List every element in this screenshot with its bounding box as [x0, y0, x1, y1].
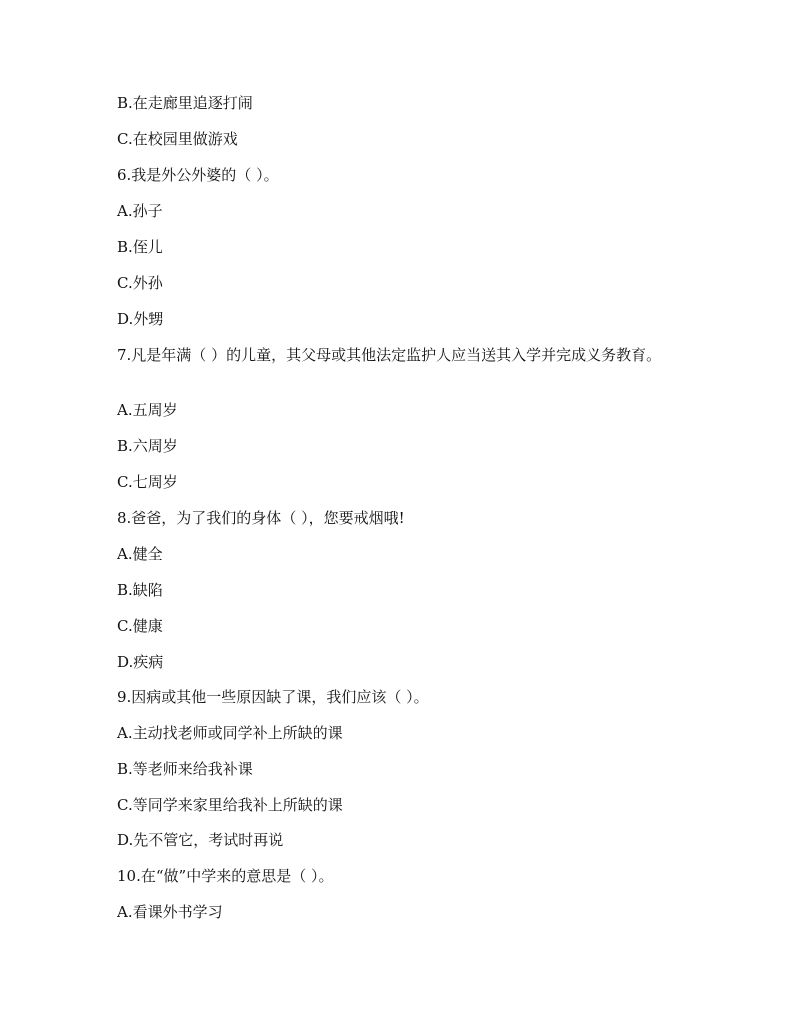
option-7c: C.七周岁 [117, 473, 178, 491]
option-8c: C.健康 [117, 617, 163, 635]
option-6b: B.侄儿 [117, 238, 163, 256]
option-6c: C.外孙 [117, 274, 163, 292]
option-10a: A.看课外书学习 [117, 903, 223, 921]
option-6d: D.外甥 [117, 310, 164, 328]
option-8b: B.缺陷 [117, 581, 163, 599]
option-5b: B.在走廊里追逐打闹 [117, 94, 253, 112]
question-7: 7.凡是年满（ ）的儿童，其父母或其他法定监护人应当送其入学并完成义务教育。 [117, 346, 662, 364]
option-9c: C.等同学来家里给我补上所缺的课 [117, 796, 343, 814]
option-8a: A.健全 [117, 545, 163, 563]
question-9: 9.因病或其他一些原因缺了课，我们应该（ ）。 [117, 688, 429, 706]
option-9a: A.主动找老师或同学补上所缺的课 [117, 724, 343, 742]
question-8: 8.爸爸，为了我们的身体（ ），您要戒烟哦! [117, 509, 405, 527]
option-9d: D.先不管它，考试时再说 [117, 831, 284, 849]
question-6: 6.我是外公外婆的（ ）。 [117, 166, 279, 184]
option-9b: B.等老师来给我补课 [117, 760, 253, 778]
option-8d: D.疾病 [117, 653, 164, 671]
option-6a: A.孙子 [117, 202, 163, 220]
option-5c: C.在校园里做游戏 [117, 130, 238, 148]
option-7a: A.五周岁 [117, 401, 178, 419]
question-10: 10.在“做”中学来的意思是（ ）。 [117, 867, 334, 885]
option-7b: B.六周岁 [117, 437, 178, 455]
